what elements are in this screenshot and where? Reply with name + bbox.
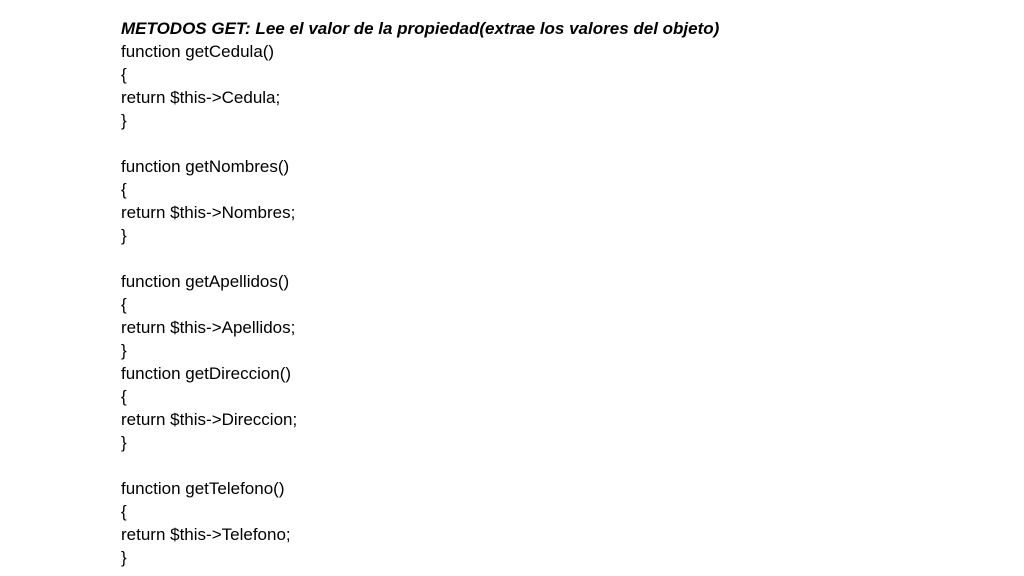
method-body: return $this->Nombres; [121, 203, 296, 222]
method-signature: function getTelefono() [121, 479, 285, 498]
close-brace: } [121, 433, 127, 452]
open-brace: { [121, 295, 127, 314]
blank-line [121, 454, 1001, 477]
method-signature: function getNombres() [121, 157, 290, 176]
method-body: return $this->Cedula; [121, 88, 281, 107]
method-body: return $this->Telefono; [121, 525, 291, 544]
open-brace: { [121, 387, 127, 406]
open-brace: { [121, 180, 127, 199]
open-brace: { [121, 65, 127, 84]
section-heading: METODOS GET: Lee el valor de la propiedad(extrae los valores del objeto) [121, 19, 720, 38]
method-body: return $this->Apellidos; [121, 318, 296, 337]
blank-line [121, 132, 1001, 155]
method-signature: function getCedula() [121, 42, 275, 61]
close-brace: } [121, 226, 127, 245]
method-signature: function getApellidos() [121, 272, 290, 291]
close-brace: } [121, 341, 127, 360]
close-brace: } [121, 548, 127, 567]
close-brace: } [121, 111, 127, 130]
open-brace: { [121, 502, 127, 521]
code-text-block [121, 17, 1001, 569]
blank-line [121, 247, 1001, 270]
method-signature: function getDireccion() [121, 364, 292, 383]
method-body: return $this->Direccion; [121, 410, 298, 429]
